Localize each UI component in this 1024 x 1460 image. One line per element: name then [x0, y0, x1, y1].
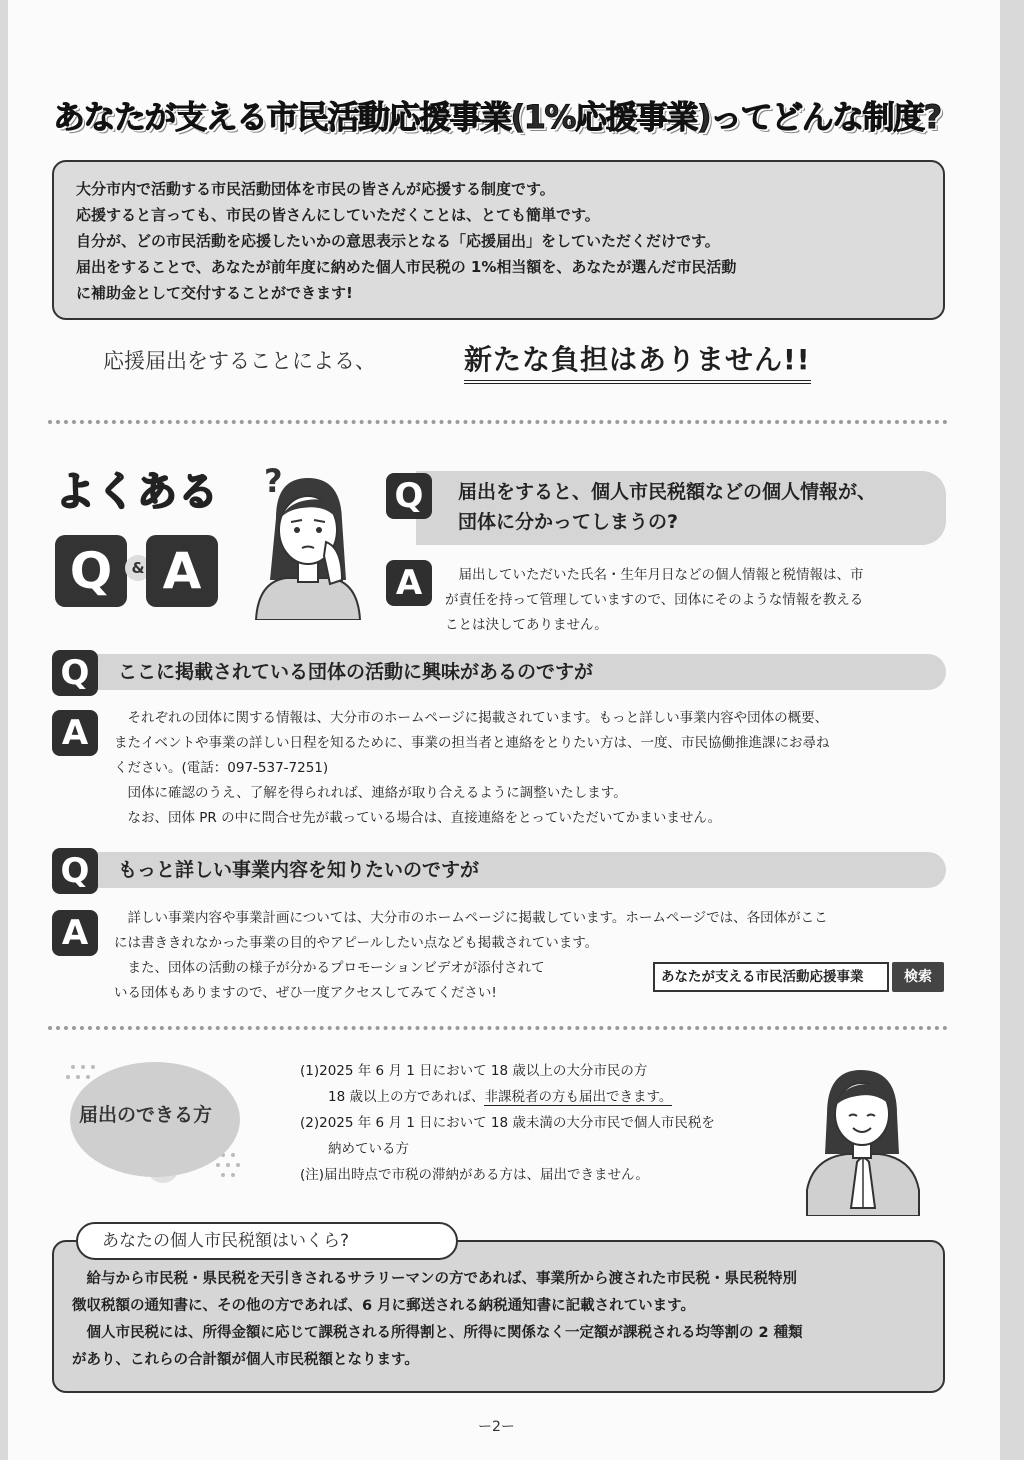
document-page: [8, 0, 1000, 1460]
burden-headline: 新たな負担はありません!!: [464, 338, 811, 384]
faq-answer-line: が責任を持って管理していますので、団体にそのような情報を教える: [445, 592, 864, 608]
intro-line: 応援すると言っても、市民の皆さんにしていただくことは、とても簡単です。: [76, 206, 600, 224]
eligibility-text: 18 歳以上の方であれば、: [328, 1089, 485, 1105]
faq-answer-line: また、団体の活動の様子が分かるプロモーションビデオが添付されて: [114, 960, 545, 976]
question-mark-icon: ?: [264, 462, 283, 500]
faq-question-bar: もっと詳しい事業内容を知りたいのですが: [80, 852, 946, 888]
a-badge: A: [386, 560, 432, 606]
intro-box: [52, 160, 945, 320]
faq-answer-line: なお、団体 PR の中に問合せ先が載っている場合は、直接連絡をとっていただいてかまいません。: [114, 810, 722, 826]
faq-question-bar: [416, 471, 946, 545]
faq-big-q-badge: Q: [55, 535, 127, 607]
tax-info-line: 給与から市民税・県民税を天引きされるサラリーマンの方であれば、事業所から渡された市民税・県民税特別: [72, 1271, 797, 1287]
faq-answer-line: には書ききれなかった事業の目的やアピールしたい点なども掲載されています。: [114, 935, 599, 951]
faq-answer: [445, 563, 945, 638]
faq-question-bar: ここに掲載されている団体の活動に興味があるのですが: [80, 654, 946, 690]
faq-answer-line: いる団体もありますので、ぜひ一度アクセスしてみてください!: [114, 985, 497, 1001]
tax-info-line: があり、これらの合計額が個人市民税額となります。: [72, 1352, 419, 1368]
eligibility-line: (2)2025 年 6 月 1 日において 18 歳未満の大分市民で個人市民税を: [300, 1115, 715, 1131]
tax-info-line: 個人市民税には、所得金額に応じて課税される所得割と、所得に関係なく一定額が課税される均等割の 2 種類: [72, 1325, 803, 1341]
faq-question-line: 団体に分かってしまうの?: [458, 511, 679, 533]
eligibility-line: [300, 1084, 715, 1110]
intro-line: 大分市内で活動する市民活動団体を市民の皆さんが応援する制度です。: [76, 180, 555, 198]
faq-answer: [114, 706, 954, 831]
dotted-divider: [48, 1026, 948, 1030]
faq-answer-line: 詳しい事業内容や事業計画については、大分市のホームページに掲載しています。ホームページでは、各団体がここ: [114, 910, 828, 926]
search-button[interactable]: 検索: [892, 962, 944, 992]
tax-info-box: [52, 1240, 945, 1393]
q-badge: Q: [52, 650, 98, 696]
intro-line: 届出をすることで、あなたが前年度に納めた個人市民税の 1%相当額を、あなたが選んだ市民活動: [76, 258, 737, 276]
eligibility-line: 納めている方: [328, 1141, 409, 1157]
intro-line: 自分が、どの市民活動を応援したいかの意思表示となる「応援届出」をしていただくだけです。: [76, 232, 720, 250]
praying-woman-illustration: [803, 1058, 923, 1216]
tax-info-line: 徴収税額の通知書に、その他の方であれば、6 月に郵送される納税通知書に記載されています。: [72, 1298, 695, 1314]
eligibility-label: 届出のできる方: [79, 1104, 213, 1126]
faq-answer-line: またイベントや事業の詳しい日程を知るために、事業の担当者と連絡をとりたい方は、一度、市民協働推進課にお尋ね: [114, 735, 830, 751]
q-badge: Q: [386, 473, 432, 519]
page-title: あなたが支える市民活動応援事業(1%応援事業)ってどんな制度?: [53, 98, 941, 136]
a-badge: A: [52, 910, 98, 956]
faq-answer-line: ください。(電話：097-537-7251): [114, 760, 329, 776]
search-input[interactable]: あなたが支える市民活動応援事業: [653, 962, 889, 992]
eligibility-list: [300, 1058, 715, 1188]
faq-question-line: 届出をすると、個人市民税額などの個人情報が、: [458, 481, 877, 503]
eligibility-line: (1)2025 年 6 月 1 日において 18 歳以上の大分市民の方: [300, 1063, 648, 1079]
faq-answer-line: 届出していただいた氏名・生年月日などの個人情報と税情報は、市: [445, 567, 864, 583]
burden-lead-text: 応援届出をすることによる、: [103, 349, 376, 373]
faq-answer-line: 団体に確認のうえ、了解を得られれば、連絡が取り合えるように調整いたします。: [114, 785, 627, 801]
faq-answer-line: ことは決してありません。: [445, 617, 608, 633]
a-badge: A: [52, 710, 98, 756]
eligibility-emphasis: 非課税者の方も届出できます。: [484, 1089, 673, 1105]
faq-big-a-badge: A: [146, 535, 218, 607]
page-number: ー2ー: [478, 1419, 515, 1435]
tax-info-heading: あなたの個人市民税額はいくら?: [76, 1222, 458, 1260]
q-badge: Q: [52, 848, 98, 894]
faq-ampersand: &: [125, 555, 151, 581]
faq-answer-line: それぞれの団体に関する情報は、大分市のホームページに掲載されています。もっと詳しい事業内容や団体の概要、: [114, 710, 829, 726]
worried-woman-illustration: [246, 460, 366, 620]
faq-title: よくある: [55, 469, 219, 515]
dotted-divider: [48, 420, 948, 424]
intro-line: に補助金として交付することができます!: [76, 284, 353, 302]
eligibility-line: (注)届出時点で市税の滞納がある方は、届出できません。: [300, 1167, 649, 1183]
